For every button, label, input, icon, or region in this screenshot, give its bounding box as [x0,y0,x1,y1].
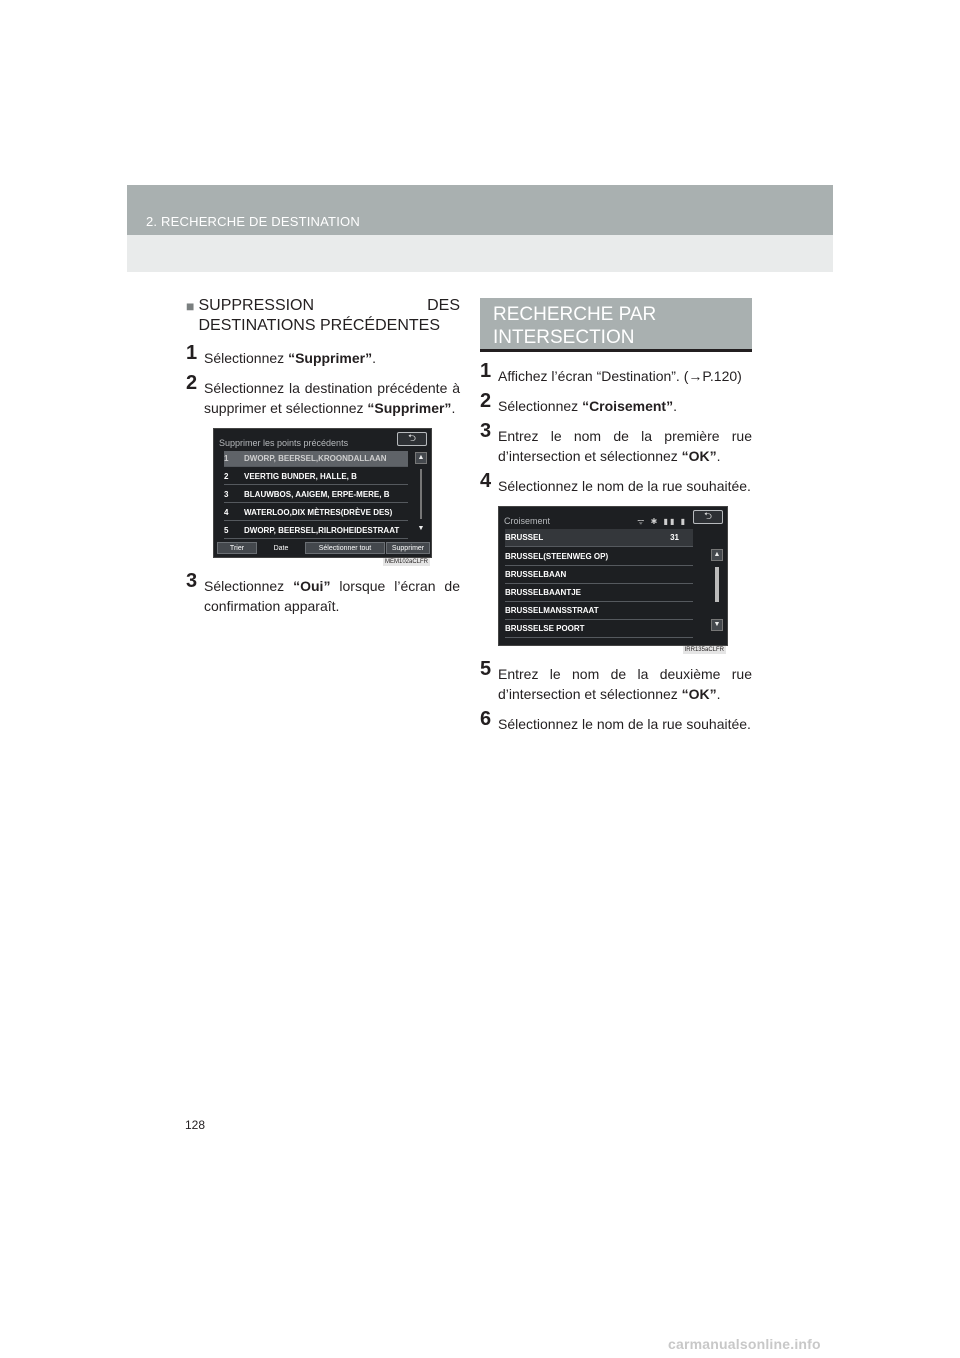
back-arrow-icon[interactable]: ⮌ [693,510,723,524]
step-number: 3 [480,420,492,442]
step-4 [480,470,752,496]
step-text: Sélectionnez [204,578,294,594]
left-column [186,296,460,616]
step-2 [186,372,460,418]
watermark[interactable]: carmanualsonline.info [668,1336,821,1352]
row-number: 3 [224,490,229,499]
heading-line-2: DESTINATIONS PRÉCÉDENTES [198,317,440,334]
step-bold: “Supprimer” [367,400,452,416]
row-name: DWORP, BEERSEL,RILROHEIDESTRAAT [244,526,400,535]
step-number: 3 [186,570,198,592]
date-button[interactable]: Date [273,545,289,552]
step-number: 1 [480,360,492,382]
street-name: BRUSSEL(STEENWEG OP) [505,552,609,561]
figure-code: MEM102aCLFR [384,559,428,565]
input-value: BRUSSEL [505,533,544,542]
header-subband [127,235,833,272]
select-all-button[interactable]: Sélectionner tout [305,542,385,554]
intersection-screen [498,506,728,653]
list-item[interactable] [505,584,693,602]
square-bullet-icon: ■ [186,298,195,314]
step-tail: . [673,398,677,414]
list-item[interactable] [505,548,693,566]
step-bold: “Croisement” [582,398,674,414]
street-name: BRUSSELBAAN [505,570,567,579]
list-item[interactable] [224,451,408,467]
heading-line-1: SUPPRESSION DES [198,297,460,314]
row-number: 2 [224,472,229,481]
step-text: Sélectionnez [498,398,583,414]
scroll-down-icon[interactable]: ▼ [711,619,723,631]
section-title-line-2: INTERSECTION [493,327,635,348]
step-number: 2 [186,372,198,394]
row-number: 4 [224,508,229,517]
step-number: 2 [480,390,492,412]
list-item[interactable] [505,566,693,584]
scroll-down-icon[interactable]: ▼ [417,525,425,532]
screen-title: Croisement [504,516,551,526]
step-5 [480,658,752,704]
step-1 [480,360,752,386]
search-input[interactable] [505,529,693,547]
step-bold: “OK” [681,686,717,702]
section-title-box [480,298,752,352]
status-icons: ᯤ ✱ ▮▮ ▮ [637,517,687,526]
sort-button[interactable]: Trier [217,542,257,554]
row-number: 5 [224,526,229,535]
step-2 [480,390,752,416]
delete-previous-screen [213,428,432,565]
step-number: 5 [480,658,492,680]
subsection-heading [186,296,460,336]
figure-code: IRR135aCLFR [684,647,724,653]
list-item[interactable] [224,523,408,539]
step-tail: . [451,400,456,416]
step-text: Affichez l’écran “Destination”. (→P.120) [498,368,742,384]
step-3 [186,570,460,616]
step-bold: “OK” [681,448,717,464]
row-name: WATERLOO,DIX MÈTRES(DRÈVE DES) [244,508,393,517]
step-tail: lorsque l’écran de confirmation apparaît. [204,578,460,614]
delete-button[interactable]: Supprimer [386,542,430,554]
list-item[interactable] [224,505,408,521]
result-count: 31 [670,533,679,542]
step-1 [186,342,460,368]
section-label: 2. RECHERCHE DE DESTINATION [146,214,360,229]
row-name: VEERTIG BUNDER, HALLE, B [244,472,357,481]
street-name: BRUSSELMANSSTRAAT [505,606,599,615]
row-name: DWORP, BEERSEL,KROONDALLAAN [244,454,387,463]
step-bold: “Supprimer” [288,350,373,366]
step-tail: . [716,686,721,702]
section-title-line-1: RECHERCHE PAR [493,304,657,325]
step-tail: . [372,350,376,366]
scrollbar[interactable] [715,567,719,602]
step-tail: . [716,448,721,464]
list-item[interactable] [505,620,693,638]
step-text: Entrez le nom de la deuxième rue d’intersection et sélectionnez [498,666,752,702]
list-item[interactable] [505,602,693,620]
step-number: 4 [480,470,492,492]
step-bold: “Oui” [293,578,331,594]
right-column [480,298,752,734]
step-text: Sélectionnez le nom de la rue souhaitée. [498,716,751,732]
scrollbar[interactable] [420,469,422,519]
step-text: Sélectionnez le nom de la rue souhaitée. [498,478,751,494]
step-3 [480,420,752,466]
back-arrow-icon[interactable]: ⮌ [397,432,427,446]
row-number: 1 [224,454,229,463]
step-number: 1 [186,342,198,364]
page-number: 128 [185,1118,206,1132]
scroll-up-icon[interactable]: ▲ [415,452,427,464]
step-text: Sélectionnez la destination précédente à supprimer et sélectionnez [204,380,460,416]
step-6 [480,708,752,734]
street-name: BRUSSELBAANTJE [505,588,582,597]
list-item[interactable] [224,469,408,485]
street-name: BRUSSELSE POORT [505,624,585,633]
step-number: 6 [480,708,492,730]
step-text: Sélectionnez [204,350,289,366]
list-item[interactable] [224,487,408,503]
screen-title: Supprimer les points précédents [219,438,349,448]
step-text: Entrez le nom de la première rue d’intersection et sélectionnez [498,428,752,464]
row-name: BLAUWBOS, AAIGEM, ERPE-MERE, B [244,490,390,499]
scroll-up-icon[interactable]: ▲ [711,549,723,561]
